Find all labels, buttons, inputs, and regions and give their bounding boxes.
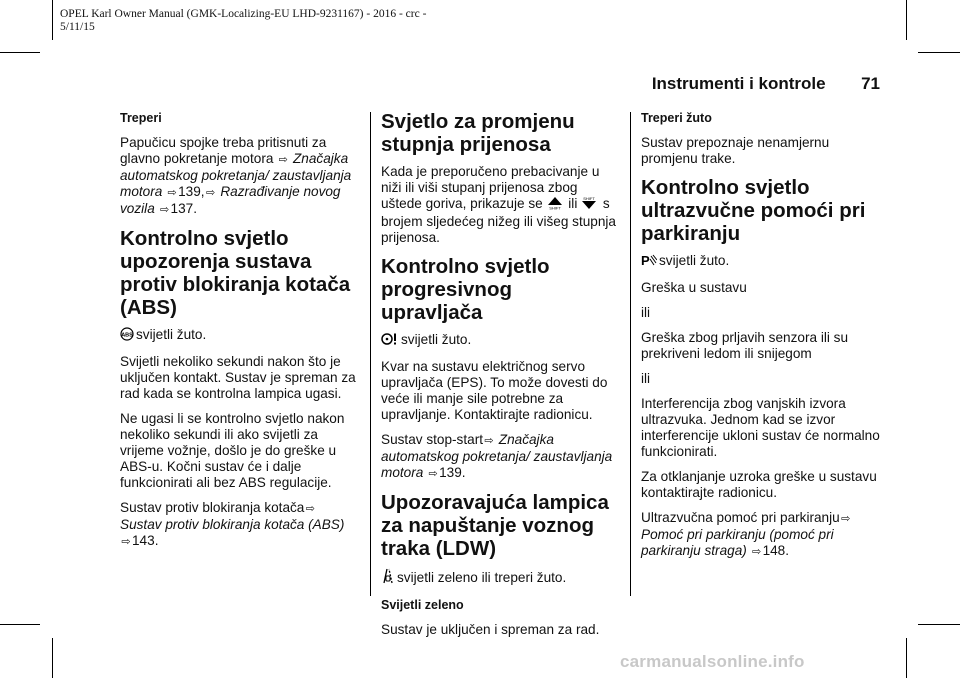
cross-reference[interactable]: Sustav protiv blokiranja kotača (ABS) (120, 517, 345, 532)
paragraph: Za otklanjanje uzroka greške u sustavu kontaktirajte radionicu. (641, 469, 877, 500)
paragraph: Ultrazvučna pomoć pri parkiranju⇨ Pomoć pri parkiranju (pomoć pri parkiranju straga) ⇨148. (641, 510, 851, 558)
ref-arrow-icon: ⇨ (841, 513, 851, 525)
watermark: carmanualsonline.info (620, 652, 805, 671)
abs-warning-icon (120, 327, 134, 345)
paragraph: Sustav je uključen i spreman za rad. (381, 622, 600, 637)
crop-mark (918, 624, 960, 625)
paragraph: ili (641, 305, 651, 320)
running-head (652, 74, 880, 94)
svg-text:SHIFT: SHIFT (548, 205, 561, 210)
ref-arrow-icon: ⇨ (305, 503, 315, 515)
heading-parking-assist: Kontrolno svjetlo ultrazvučne pomoći pri parkiranju (641, 176, 866, 245)
ref-arrow-icon: ⇨ (484, 435, 494, 447)
heading-power-steering: Kontrolno svjetlo progresivnog upravljača (381, 255, 550, 324)
paragraph: Greška zbog prljavih senzora ili su prekriveni ledom ili snijegom (641, 330, 849, 361)
subheading-zeleno: Svijetli zeleno (381, 598, 464, 612)
crop-mark (52, 638, 53, 678)
paragraph: P svijetli žuto. (641, 253, 881, 271)
paragraph: Ne ugasi li se kontrolno svjetlo nakon nekoliko sekundi ili ako svijetli za vrijeme vožnje, došlo je do greške u ABS-u. Kočni sustav će i dalje funkcionirati ali bez ABS regulacije. (120, 411, 345, 490)
paragraph: Greška u sustavu (641, 280, 747, 295)
page-ref[interactable]: 137 (170, 201, 194, 216)
paragraph: Kada je preporučeno prebacivanje u niži ili viši stupanj prijenosa zbog uštede goriva, prikazuje se SHIFT ili SHIFT s brojem sljedećeg nižeg ili višeg stupnja prijenosa. (381, 164, 616, 245)
subheading-treperi: Treperi (120, 111, 162, 125)
column-1 (120, 110, 360, 559)
cross-reference[interactable]: Značajka automatskog pokretanja/ zaustavljanja motora (381, 432, 613, 480)
page-ref[interactable]: 139 (439, 465, 462, 480)
svg-text:SHIFT: SHIFT (583, 196, 595, 201)
heading-shift-light: Svjetlo za promjenu stupnja prijenosa (381, 110, 575, 156)
cross-reference[interactable]: Pomoć pri parkiranju (pomoć pri parkiranju straga) (641, 527, 834, 558)
svg-text:P: P (641, 253, 650, 267)
cross-reference[interactable]: Razrađivanje novog vozila (120, 184, 341, 216)
subheading-zuto: Treperi žuto (641, 111, 712, 125)
crop-mark (52, 0, 53, 40)
paragraph: Kvar na sustavu električnog servo upravljača (EPS). To može dovesti do veće ili manje sile potrebne za upravljanje. Kontaktirajte radionicu. (381, 359, 608, 422)
ref-arrow-icon: ⇨ (751, 546, 762, 558)
crop-mark (906, 638, 907, 678)
ref-arrow-icon: ⇨ (428, 468, 438, 480)
column-divider (370, 112, 371, 596)
page-ref[interactable]: 139 (178, 184, 201, 199)
crop-mark (906, 0, 907, 40)
crop-mark (0, 624, 40, 625)
paragraph: ABS svijetli žuto. (120, 327, 360, 345)
shift-down-icon (581, 196, 597, 214)
paragraph: Sustav prepoznaje nenamjernu promjenu trake. (641, 135, 830, 166)
column-2 (381, 110, 619, 647)
paragraph: Papučicu spojke treba pritisnuti za glavno pokretanje motora ⇨ Značajka automatskog pokretanja/ zaustavljanja motora ⇨139,⇨ Razrađivanje novog vozila ⇨137. (120, 135, 352, 216)
section-title: Instrumenti i kontrole (651, 74, 826, 93)
shift-up-icon (547, 196, 563, 214)
page-ref[interactable]: 148 (762, 543, 786, 558)
ref-arrow-icon: ⇨ (159, 204, 170, 216)
paragraph: ili (641, 371, 651, 386)
paragraph: svijetli zeleno ili treperi žuto. (381, 568, 619, 588)
print-metadata: OPEL Karl Owner Manual (GMK-Localizing-EU LHD-9231167) - 2016 - crc - 5/11/15 (60, 8, 427, 33)
heading-ldw: Upozoravajuća lampica za napuštanje voznog traka (LDW) (381, 491, 609, 560)
cross-reference[interactable]: Značajka automatskog pokretanja/ zaustavljanja motora (120, 151, 352, 199)
crop-mark (918, 52, 960, 53)
ref-arrow-icon: ⇨ (278, 154, 288, 166)
ref-arrow-icon: ⇨ (121, 536, 131, 548)
column-divider (630, 112, 631, 596)
paragraph: svijetli žuto. (381, 332, 619, 350)
lane-departure-icon (381, 568, 395, 588)
steering-wheel-warning-icon (381, 332, 399, 350)
page-ref[interactable]: 143 (132, 533, 155, 548)
column-3 (641, 110, 881, 569)
ref-arrow-icon: ⇨ (205, 187, 216, 199)
paragraph: Sustav stop-start⇨ Značajka automatskog pokretanja/ zaustavljanja motora ⇨139. (381, 432, 613, 480)
svg-text:ABS: ABS (121, 332, 133, 339)
ref-arrow-icon: ⇨ (167, 187, 177, 199)
paragraph: Interferencija zbog vanjskih izvora ultrazvuka. Jednom kad se izvor interferencije ukloni sustav će normalno funkcionirati. (641, 396, 880, 459)
paragraph: Sustav protiv blokiranja kotača⇨ Sustav protiv blokiranja kotača (ABS) ⇨143. (120, 500, 345, 548)
paragraph: Svijetli nekoliko sekundi nakon što je uključen kontakt. Sustav je spreman za rad kada se kontrolna lampica ugasi. (120, 354, 356, 401)
parking-assist-icon (641, 253, 657, 271)
page-number: 71 (861, 74, 880, 93)
heading-abs: Kontrolno svjetlo upozorenja sustava protiv blokiranja kotača (ABS) (120, 227, 351, 319)
crop-mark (0, 52, 40, 53)
